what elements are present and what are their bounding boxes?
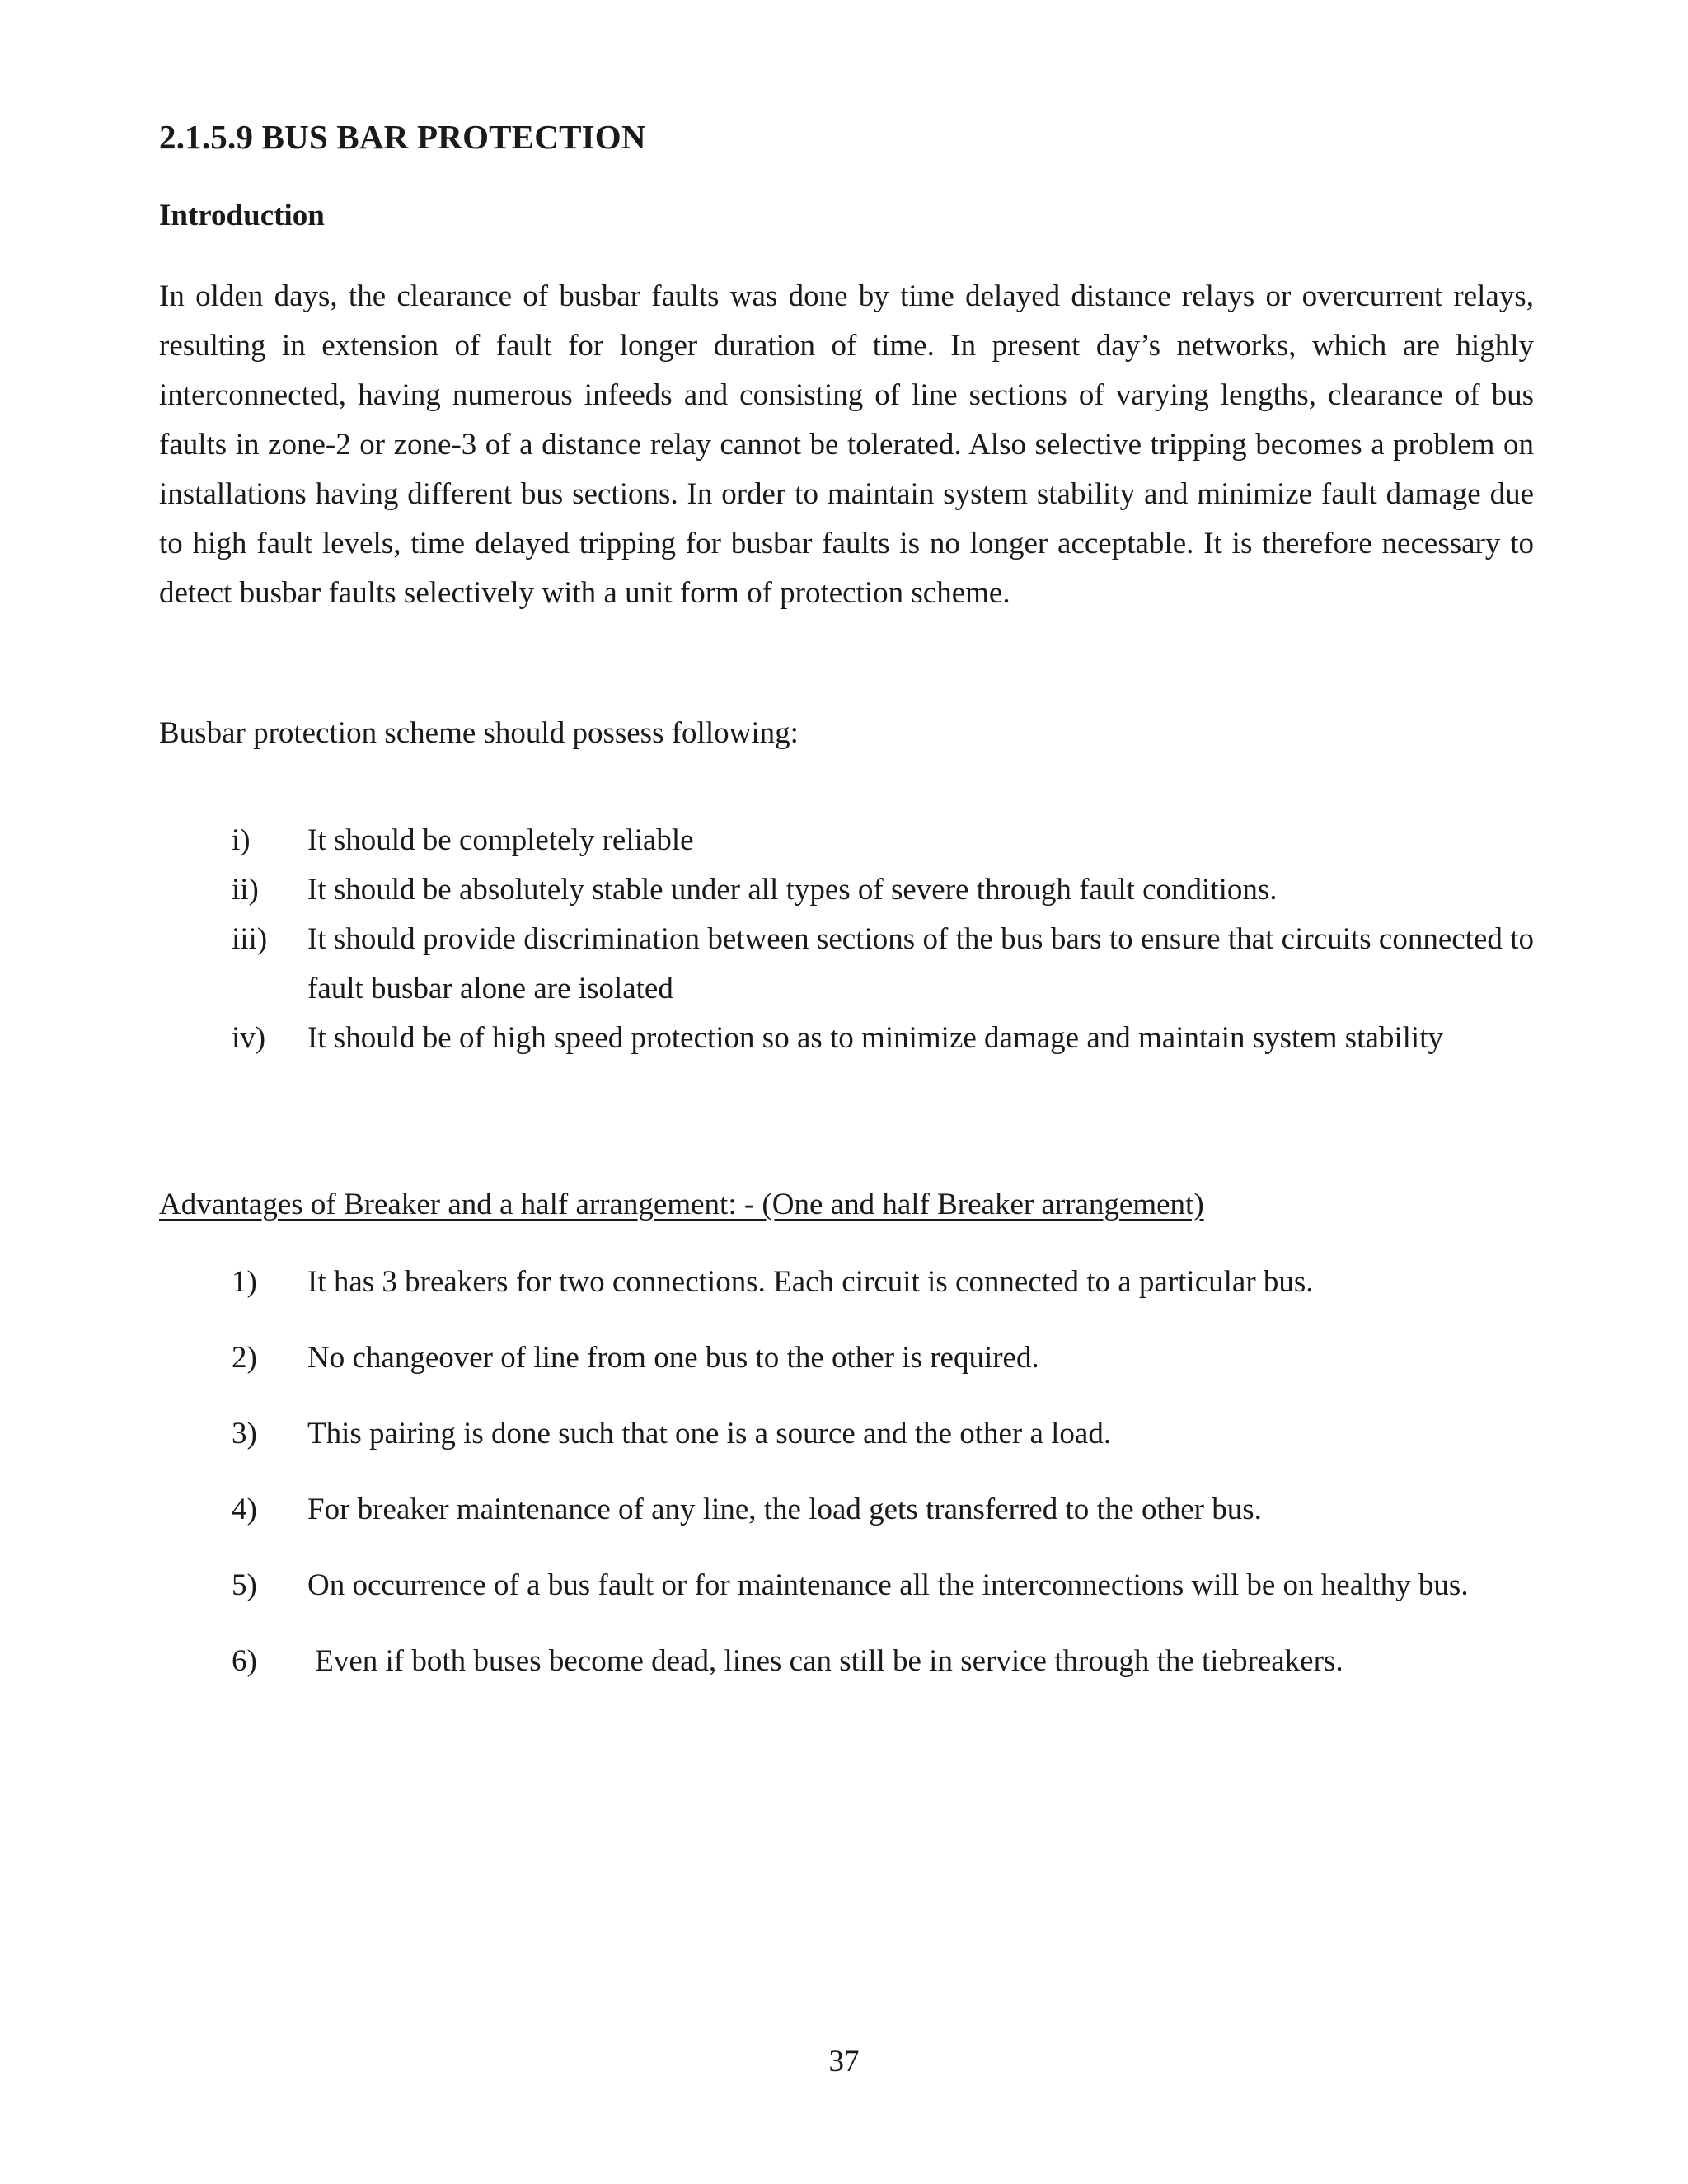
advantage-text: No changeover of line from one bus to the other is required. bbox=[307, 1341, 1039, 1375]
requirement-item bbox=[159, 865, 1534, 915]
requirement-number: iv) bbox=[232, 1021, 266, 1055]
requirement-text: It should be of high speed protection so as to minimize damage and maintain system stability bbox=[307, 1021, 1443, 1055]
requirement-text: It should provide discrimination between sections of the bus bars to ensure that circuits connected to fault busbar alone are isolated bbox=[307, 922, 1534, 1005]
advantage-text: This pairing is done such that one is a source and the other a load. bbox=[307, 1417, 1112, 1451]
introduction-heading: Introduction bbox=[159, 199, 325, 232]
requirement-number: i) bbox=[232, 823, 251, 857]
page-number: 37 bbox=[828, 2045, 860, 2079]
advantage-text: Even if both buses become dead, lines can still be in service through the tiebreakers. bbox=[307, 1644, 1343, 1678]
advantage-text: On occurrence of a bus fault or for maintenance all the interconnections will be on healthy bus. bbox=[307, 1568, 1469, 1602]
advantage-item bbox=[159, 1339, 1534, 1377]
requirements-list bbox=[159, 816, 1534, 1063]
advantage-item bbox=[159, 1643, 1534, 1680]
advantage-item bbox=[159, 1567, 1534, 1605]
requirement-text: It should be completely reliable bbox=[307, 823, 694, 857]
advantage-text: It has 3 breakers for two connections. Each circuit is connected to a particular bus. bbox=[307, 1265, 1314, 1299]
advantage-item bbox=[159, 1491, 1534, 1529]
advantage-number: 2) bbox=[232, 1341, 257, 1375]
requirements-lead: Busbar protection scheme should possess following: bbox=[159, 716, 799, 750]
requirement-text: It should be absolutely stable under all types of severe through fault conditions. bbox=[307, 873, 1278, 907]
advantages-list bbox=[159, 1263, 1534, 1718]
advantage-item bbox=[159, 1415, 1534, 1453]
advantages-heading: Advantages of Breaker and a half arrangement: - (One and half Breaker arrangement) bbox=[159, 1188, 1204, 1221]
introduction-paragraph: In olden days, the clearance of busbar faults was done by time delayed distance relays or overcurrent relays, resulting in extension of fault for longer duration of time. In present day’s networks, which are highly interconnected, having numerous infeeds and consisting of line sections of varying lengths, clearance of bus faults in zone-2 or zone-3 of a distance relay cannot be tolerated. Also selective tripping becomes a problem on installations having different bus sections. In order to maintain system stability and minimize fault damage due to high fault levels, time delayed tripping for busbar faults is no longer acceptable. It is therefore necessary to detect busbar faults selectively with a unit form of protection scheme. bbox=[159, 279, 1534, 610]
requirement-item bbox=[159, 1014, 1534, 1063]
advantage-number: 6) bbox=[232, 1644, 257, 1678]
section-title: 2.1.5.9 BUS BAR PROTECTION bbox=[159, 118, 646, 156]
advantage-number: 1) bbox=[232, 1265, 257, 1299]
requirement-item bbox=[159, 816, 1534, 865]
advantage-text: For breaker maintenance of any line, the load gets transferred to the other bus. bbox=[307, 1493, 1262, 1526]
advantage-number: 4) bbox=[232, 1493, 257, 1526]
advantage-number: 5) bbox=[232, 1568, 257, 1602]
requirement-number: iii) bbox=[232, 922, 268, 956]
advantage-item bbox=[159, 1263, 1534, 1301]
requirement-number: ii) bbox=[232, 873, 259, 907]
advantage-number: 3) bbox=[232, 1417, 257, 1451]
requirement-item bbox=[159, 915, 1534, 1014]
